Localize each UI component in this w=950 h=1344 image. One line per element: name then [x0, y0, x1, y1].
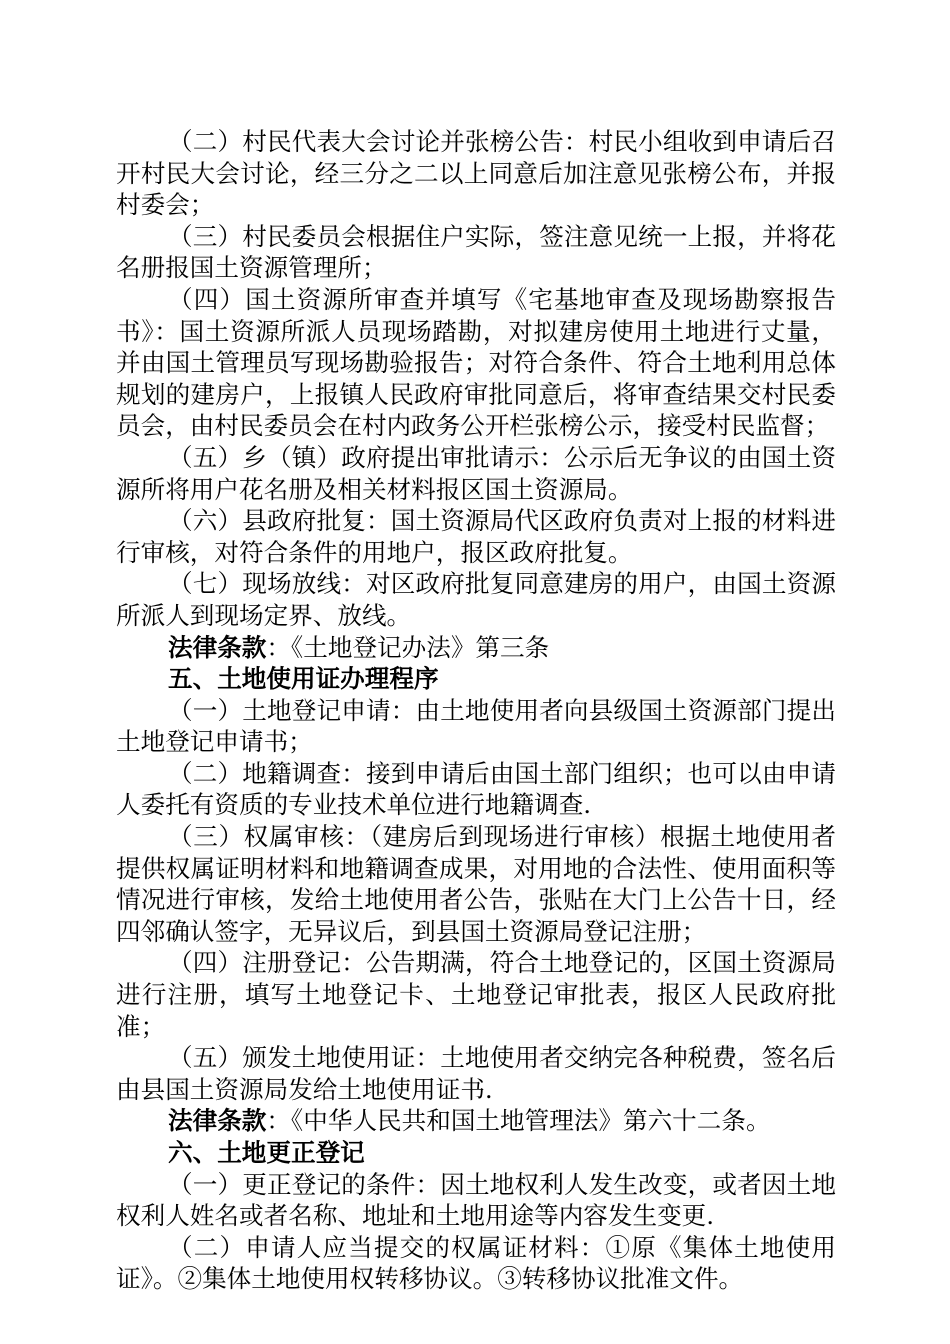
document-page: [116, 126, 836, 1295]
section-heading: 五、土地使用证办理程序: [168, 664, 439, 694]
paragraph: （二）地籍调查：接到申请后由国土部门组织；也可以由申请人委托有资质的专业技术单位进行地籍调查.: [116, 758, 836, 820]
paragraph: （一）土地登记申请：由土地使用者向县级国土资源部门提出土地登记申请书；: [116, 695, 836, 757]
paragraph: （一）更正登记的条件：因土地权利人发生改变，或者因土地权利人姓名或者名称、地址和土地用途等内容发生变更.: [116, 1169, 836, 1231]
paragraph: （六）县政府批复：国土资源局代区政府负责对上报的材料进行审核，对符合条件的用地户，报区政府批复。: [116, 506, 836, 567]
legal-clause-label: 法律条款: [168, 1106, 267, 1136]
paragraph: （七）现场放线：对区政府批复同意建房的用户，由国土资源所派人到现场定界、放线。: [116, 569, 836, 630]
paragraph: （四）注册登记：公告期满，符合土地登记的，区国土资源局进行注册，填写土地登记卡、土地登记审批表，报区人民政府批准；: [116, 948, 836, 1041]
legal-clause-text: ：《土地登记办法》第三条: [266, 632, 550, 662]
legal-clause: [116, 1105, 836, 1137]
paragraph: （三）村民委员会根据住户实际，签注意见统一上报，并将花名册报国土资源管理所；: [116, 221, 836, 283]
paragraph: （二）村民代表大会讨论并张榜公告：村民小组收到申请后召开村民大会讨论，经三分之二以上同意后加注意见张榜公布，并报村委会；: [116, 127, 836, 220]
paragraph: （四）国土资源所审查并填写《宅基地审查及现场勘察报告书》：国土资源所派人员现场踏勘，对拟建房使用土地进行丈量，并由国土管理员写现场勘验报告；对符合条件、符合土地利用总体规划的建房户，上报镇人民政府审批同意后，将审查结果交村民委员会，由村民委员会在村内政务公开栏张榜公示，接受村民监督；: [116, 284, 836, 441]
section-heading: 六、土地更正登记: [168, 1138, 365, 1167]
paragraph: （五）颁发土地使用证：土地使用者交纳完各种税费，签名后由县国土资源局发给土地使用证书.: [116, 1043, 836, 1104]
legal-clause: [116, 632, 836, 664]
legal-clause-label: 法律条款: [168, 632, 267, 662]
paragraph: （五）乡（镇）政府提出审批请示：公示后无争议的由国土资源所将用户花名册及相关材料报区国土资源局。: [116, 442, 836, 504]
legal-clause-text: ：《中华人民共和国土地管理法》第六十二条。: [266, 1106, 771, 1136]
paragraph: （三）权属审核：（建房后到现场进行审核）根据土地使用者提供权属证明材料和地籍调查成果，对用地的合法性、使用面积等情况进行审核，发给土地使用者公告，张贴在大门上公告十日，经四邻确认签字，无异议后，到县国土资源局登记注册；: [116, 822, 836, 946]
paragraph: （二）申请人应当提交的权属证材料：①原《集体土地使用证》。②集体土地使用权转移协议。③转移协议批准文件。: [116, 1232, 836, 1294]
